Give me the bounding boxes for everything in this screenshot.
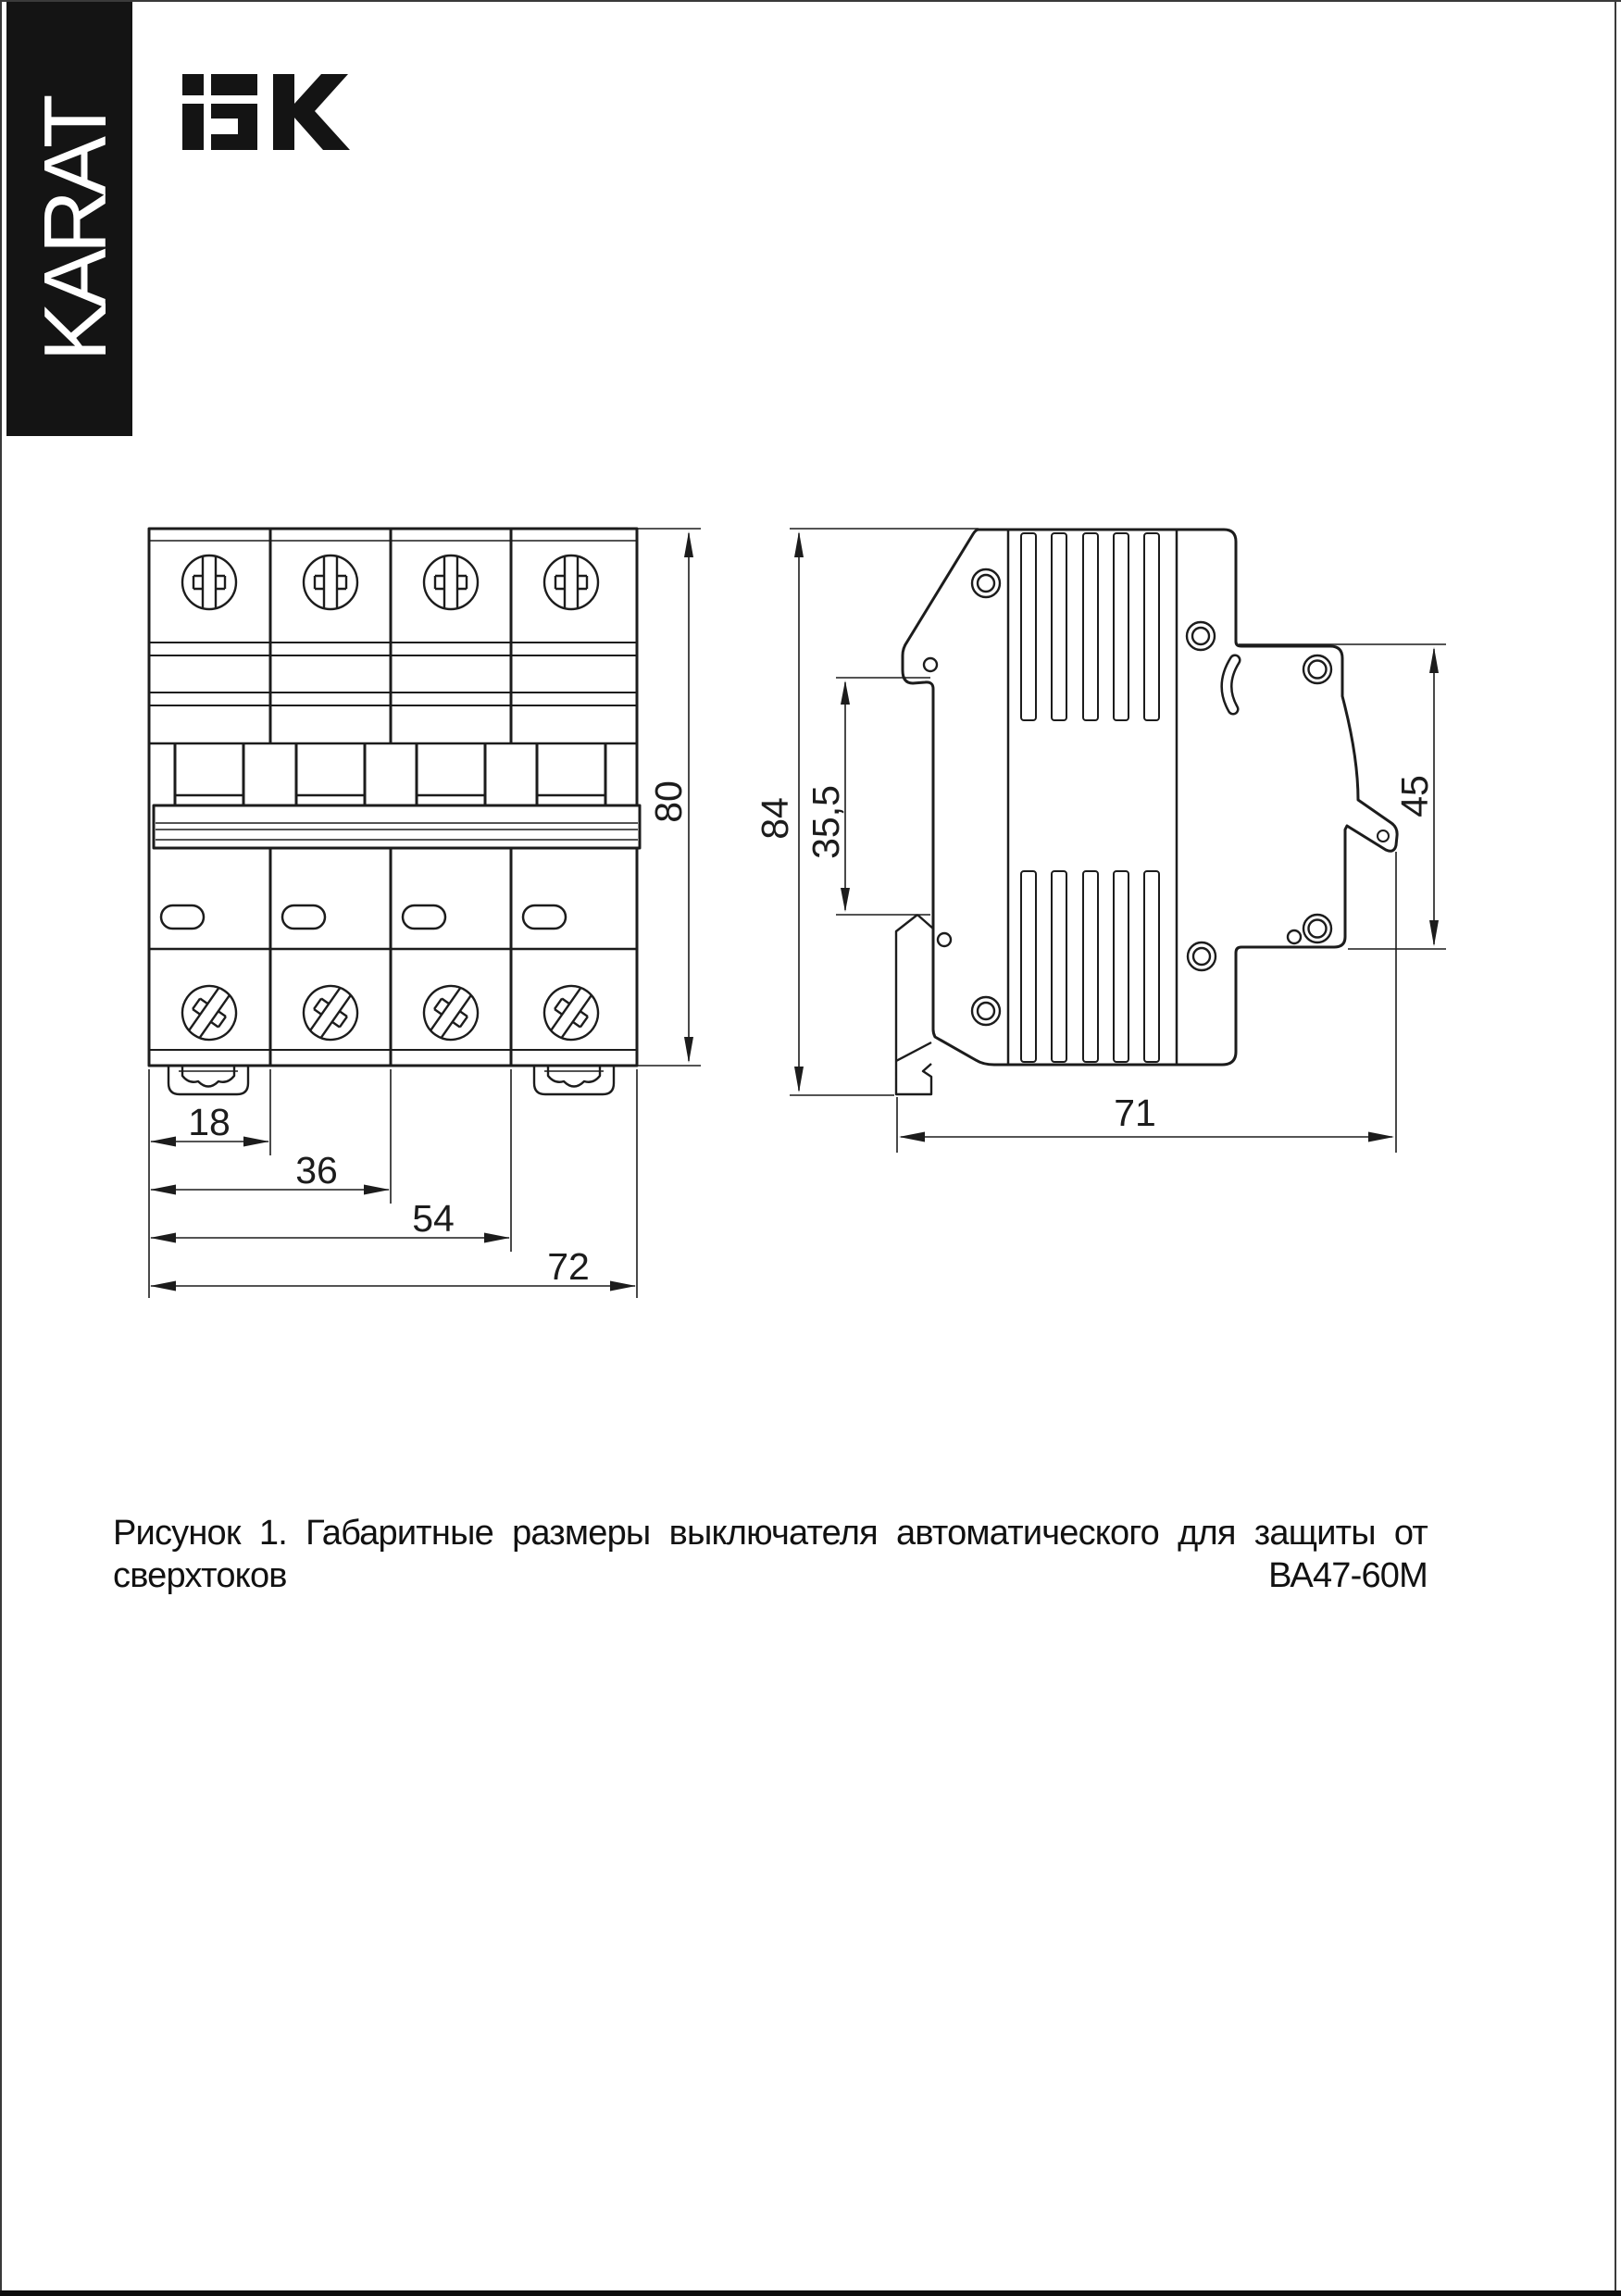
figure-caption: Рисунок 1. Габаритные размеры выключателя автоматического для защиты от сверхтоков ВА47-60М: [113, 1514, 1428, 1595]
din-rail-clip: [896, 915, 933, 1094]
dim-36: 36: [295, 1149, 338, 1192]
series-label: KARAT: [26, 99, 125, 362]
dim-35-5: 35,5: [804, 785, 847, 859]
dim-54: 54: [412, 1197, 455, 1240]
dim-45: 45: [1393, 775, 1436, 817]
dim-84: 84: [754, 797, 796, 840]
side-view: [896, 530, 1397, 1094]
dim-80: 80: [647, 780, 690, 823]
dim-18: 18: [188, 1101, 231, 1143]
front-view: [149, 529, 640, 1094]
dim-71: 71: [1114, 1092, 1156, 1134]
tie-bar: [154, 805, 640, 848]
side-outline: [903, 530, 1397, 1065]
dim-72: 72: [547, 1245, 590, 1288]
